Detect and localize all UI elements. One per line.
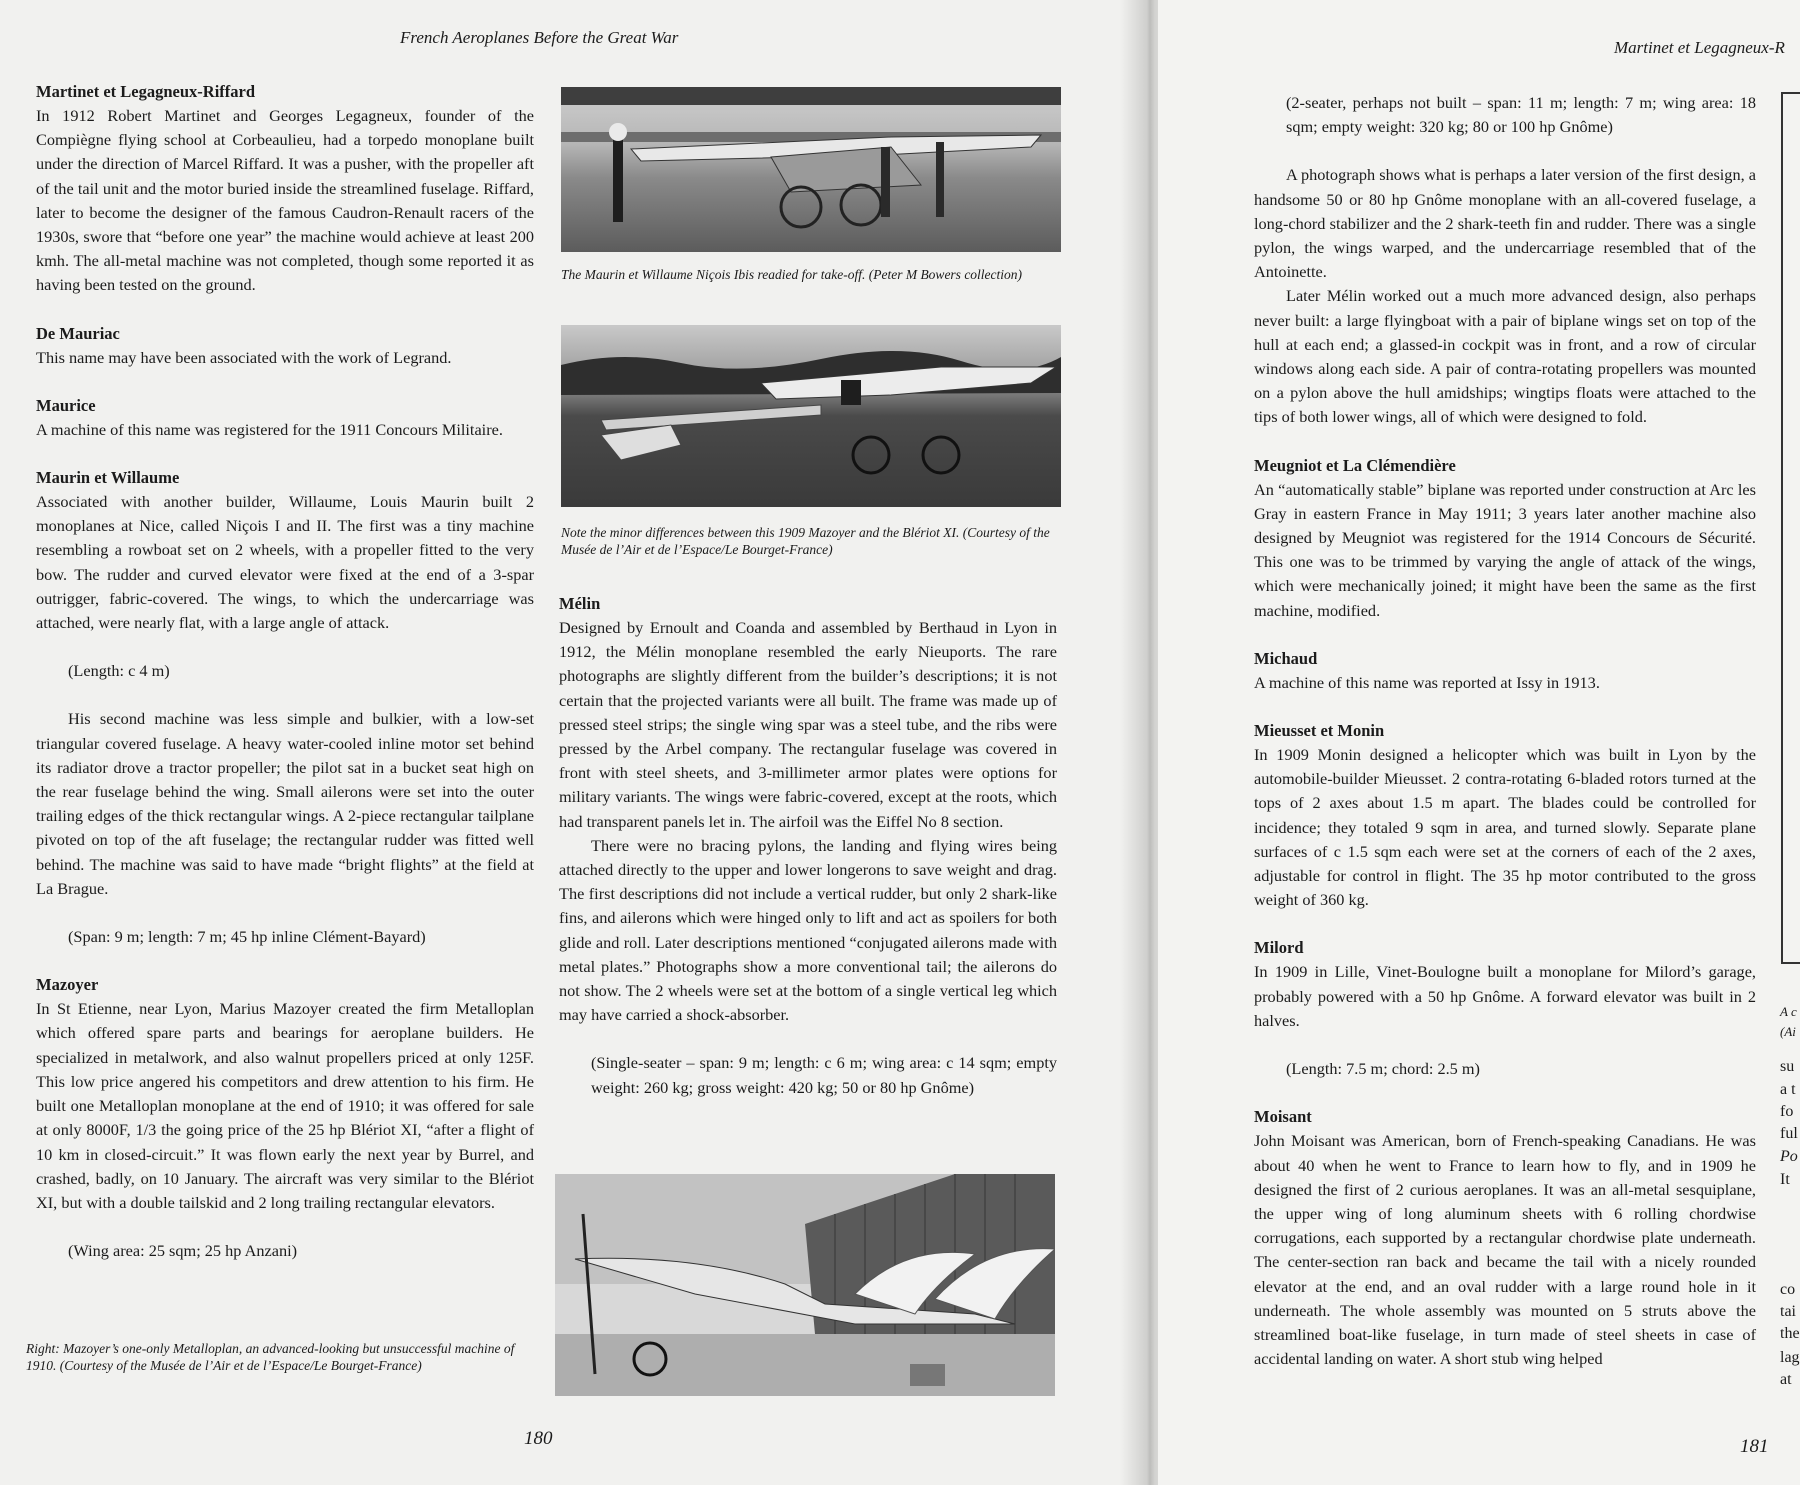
entry-heading: Maurin et Willaume [36,468,180,488]
entry-heading: Maurice [36,395,96,415]
specification-line: (Single-seater – span: 9 m; length: c 6 m; wing area: c 14 sqm; empty weight: 260 kg; gross weight: 420 kg; 50 or 80 hp Gnôme) [591,1053,1057,1097]
paragraph-gap [1254,430,1756,454]
edge-fragment: co [1780,1281,1796,1298]
paragraph-gap [36,298,534,322]
entry-heading: Moisant [1254,1107,1312,1127]
edge-fragment: ful [1780,1125,1798,1142]
paragraph-gap [1254,1081,1756,1105]
paragraph-gap [559,1027,1057,1051]
paragraph-gap [1254,1033,1756,1057]
right-column [1254,91,1756,1371]
edge-fragment: It [1780,1171,1790,1188]
specification-line: (Length: 7.5 m; chord: 2.5 m) [1286,1059,1480,1079]
running-head-right: Martinet et Legagneux-R [1614,38,1785,57]
paragraph-gap [36,370,534,394]
body-paragraph: His second machine was less simple and bulkier, with a low-set triangular covered fuselage. A heavy water-cooled inline motor set behind its radiator drove a tractor propeller; the pilot sat in a bucket seat high on the rear fuselage behind the wing. Small ailerons were set into the outer trailing edges of the thick rectangular wings. A 2-piece rectangular tailplane pivoted on top of the aft fuselage; the rectangular rudder was fitted well behind. The machine was said to have made “bright flights” at the field at La Brague. [36,709,534,898]
right-page [1158,0,1800,1485]
left-column [36,80,534,1263]
specification-line: (2-seater, perhaps not built – span: 11 m; length: 7 m; wing area: 18 sqm; empty weight: 320 kg; 80 or 100 hp Gnôme) [1286,93,1756,137]
page-number-right: 181 [1740,1436,1769,1457]
edge-fragment: su [1780,1058,1795,1075]
paragraph-gap [36,1215,534,1239]
entry-heading: Mieusset et Monin [1254,721,1385,741]
body-paragraph: Later Mélin worked out a much more advanced design, also perhaps never built: a large flyingboat with a pair of biplane wings set on top of the hull at each end; a glassed-in cockpit was in front, and a row of circular windows along each side. A pair of contra-rotating propellers was mounted on a pylon above the hull amidships; wingtips floats were attached to the tips of both lower wings, all of which were designed to fold. [1254,286,1756,427]
body-paragraph: A machine of this name was registered for the 1911 Concours Militaire. [36,419,503,439]
body-paragraph: A machine of this name was reported at Issy in 1913. [1254,672,1600,692]
entry-heading: Martinet et Legagneux-Riffard [36,82,256,101]
paragraph-gap [36,901,534,925]
photo-metalloplan [555,1174,1055,1396]
edge-fragment: Po [1780,1148,1798,1165]
entry-heading: De Mauriac [36,323,120,343]
entry-heading: Mazoyer [36,975,99,995]
body-paragraph: A photograph shows what is perhaps a later version of the first design, a handsome 50 or 80 hp Gnôme monoplane with an all-covered fuselage, a long-chord stabilizer and the 2 shark-teeth fin and rudder. There was a single pylon, the wings warped, and the undercarriage resembled that of the Antoinette. [1254,165,1756,282]
edge-fragment: lag [1780,1349,1800,1366]
edge-fragment: A c [1780,1004,1797,1019]
body-paragraph: This name may have been associated with the work of Legrand. [36,347,452,367]
paragraph-gap [36,635,534,659]
paragraph-gap [1254,139,1756,163]
photo-maurin-willaume [561,87,1061,252]
edge-fragment: (Ai [1780,1024,1796,1039]
body-paragraph: John Moisant was American, born of French-speaking Canadians. He was about 40 when he went to France to learn how to fly, and in 1909 he designed the first of 2 curious aeroplanes. It was an all-metal sesquiplane, the upper wing of long aluminum sheets with 6 rolling chordwise corrugations, each supported by a rectangular chordwise plate underneath. The center-section ran back and became the tail with a nicely rounded elevator at the end, and an oval rudder with a large round hole in it underneath. The whole assembly was mounted on 5 struts above the streamlined boat-like fuselage, in turn made of steel sheets in case of accidental landing on water. A short stub wing helped [1254,1131,1756,1369]
body-paragraph: In 1912 Robert Martinet and Georges Legagneux, founder of the Compiègne flying school at Corbeaulieu, had a torpedo monoplane built under the direction of Marcel Riffard. It was a pusher, with the propeller aft of the tail unit and the motor buried inside the streamlined fuselage. Riffard, later to become the designer of the famous Caudron-Renault racers of the 1930s, swore that “before one year” the machine would achieve at least 200 kmh. The all-metal machine was not completed, though some reported it as having been tested on the ground. [36,106,534,295]
entry-heading: Michaud [1254,648,1318,668]
paragraph-gap [1254,912,1756,936]
edge-fragment: fo [1780,1103,1794,1120]
body-paragraph: In 1909 in Lille, Vinet-Boulogne built a monoplane for Milord’s garage, probably powered with a 50 hp Gnôme. A forward elevator was built in 2 halves. [1254,962,1756,1030]
entry-heading: Mélin [559,594,601,613]
body-paragraph: There were no bracing pylons, the landing and flying wires being attached directly to the upper and lower longerons to save weight and drag. The first descriptions did not include a vertical rudder, but only 2 shark-like fins, and ailerons which were hinged only to lift and act as spoilers for both glide and roll. Later descriptions mentioned “conjugated ailerons made with metal plates.” Photographs show a more conventional tail; the ailerons do not show. The 2 wheels were set at the bottom of a single vertical leg which may have carried a shock-absorber. [559,835,1057,1025]
caption-metalloplan: Right: Mazoyer’s one-only Metalloplan, an advanced-looking but unsuccessful machine of 1910. (Courtesy of the Musée de l’Air et de l’Espace/Le Bourget-France) [26,1341,515,1373]
body-paragraph: An “automatically stable” biplane was reported under construction at Arc les Gray in eastern France in May 1911; 3 years later another machine also designed by Meugniot was registered for the 1914 Concours de Sécurité. This one was to be trimmed by varying the angle of attack of the wings, which were mechanically joined; it might have been the same as the first machine, modified. [1254,479,1756,620]
paragraph-gap [1254,695,1756,719]
boxed-sidebar-edge [1781,92,1800,964]
page-number-left: 180 [524,1428,553,1449]
entry-heading: Meugniot et La Clémendière [1254,455,1456,475]
body-paragraph: In St Etienne, near Lyon, Marius Mazoyer created the firm Metalloplan which offered spare parts and bearings for aeroplane builders. He specialized in metalwork, and also walnut propellers priced at only 125F. This low price angered his competitors and drew attention to his firm. He built one Metalloplan monoplane at the end of 1910; it was offered for sale at only 8000F, 1/3 the going price of the 25 hp Blériot XI, “after a flight of 10 km in closed-circuit.” It was flown early the next year by Burrel, and crashed, badly, on 10 January. The aircraft was very similar to the Blériot XI, but with a double tailskid and 2 long trailing rectangular elevators. [36,999,534,1212]
body-paragraph: Designed by Ernoult and Coanda and assembled by Berthaud in Lyon in 1912, the Mélin monoplane resembled the early Nieuports. The rare photographs are slightly different from the builder’s descriptions; it is not certain that the projected variants were all built. The frame was made up of pressed steel strips; the single wing spar was a steel tube, and the ribs were pressed by the Arbel company. The rectangular fuselage was covered in front with steel sheets, and 3-millimeter armor plates were options for military variants. The wings were fabric-covered, except at the roots, which had transparent panels let in. The airfoil was the Eiffel No 8 section. [559,618,1057,831]
edge-fragment: the [1780,1325,1800,1342]
photo-mazoyer-1909 [561,325,1061,507]
paragraph-gap [36,683,534,707]
edge-fragment: tai [1780,1303,1796,1320]
specification-line: (Span: 9 m; length: 7 m; 45 hp inline Clément-Bayard) [68,927,426,947]
edge-fragment: at [1780,1371,1792,1388]
caption-photo-1: The Maurin et Willaume Niçois Ibis readied for take-off. (Peter M Bowers collection) [561,267,1023,282]
paragraph-gap [36,949,534,973]
body-paragraph: In 1909 Monin designed a helicopter which was built in Lyon by the automobile-builder Mieusset. 2 contra-rotating 6-bladed rotors turned at the tops of 2 axes about 1.5 m apart. The blades could be controlled for incidence; they totaled 9 sqm in area, and turned slowly. Separate plane surfaces of c 1.5 sqm each were set at the corners of each of the 2 axes, adjustable for control in flight. The 35 hp motor contributed to the gross weight of 360 kg. [1254,745,1756,910]
paragraph-gap [1254,623,1756,647]
caption-photo-2: Note the minor differences between this 1909 Mazoyer and the Blériot XI. (Courtesy of the Musée de l’Air et de l’Espace/Le Bourget-France) [561,525,1050,557]
entry-heading: Milord [1254,938,1304,958]
middle-column [559,592,1057,1100]
edge-fragment: a t [1780,1081,1796,1098]
running-head-left: French Aeroplanes Before the Great War [400,28,679,47]
body-paragraph: Associated with another builder, Willaume, Louis Maurin built 2 monoplanes at Nice, called Niçois I and II. The first was a tiny machine resembling a rowboat set on 2 wheels, with a propeller fitted to the very bow. The rudder and curved elevator were fixed at the end of a 3-spar outrigger, fabric-covered. The wings, to which the undercarriage was attached, were nearly flat, with a large angle of attack. [36,492,534,633]
paragraph-gap [36,442,534,466]
specification-line: (Length: c 4 m) [68,661,170,681]
specification-line: (Wing area: 25 sqm; 25 hp Anzani) [68,1241,298,1261]
